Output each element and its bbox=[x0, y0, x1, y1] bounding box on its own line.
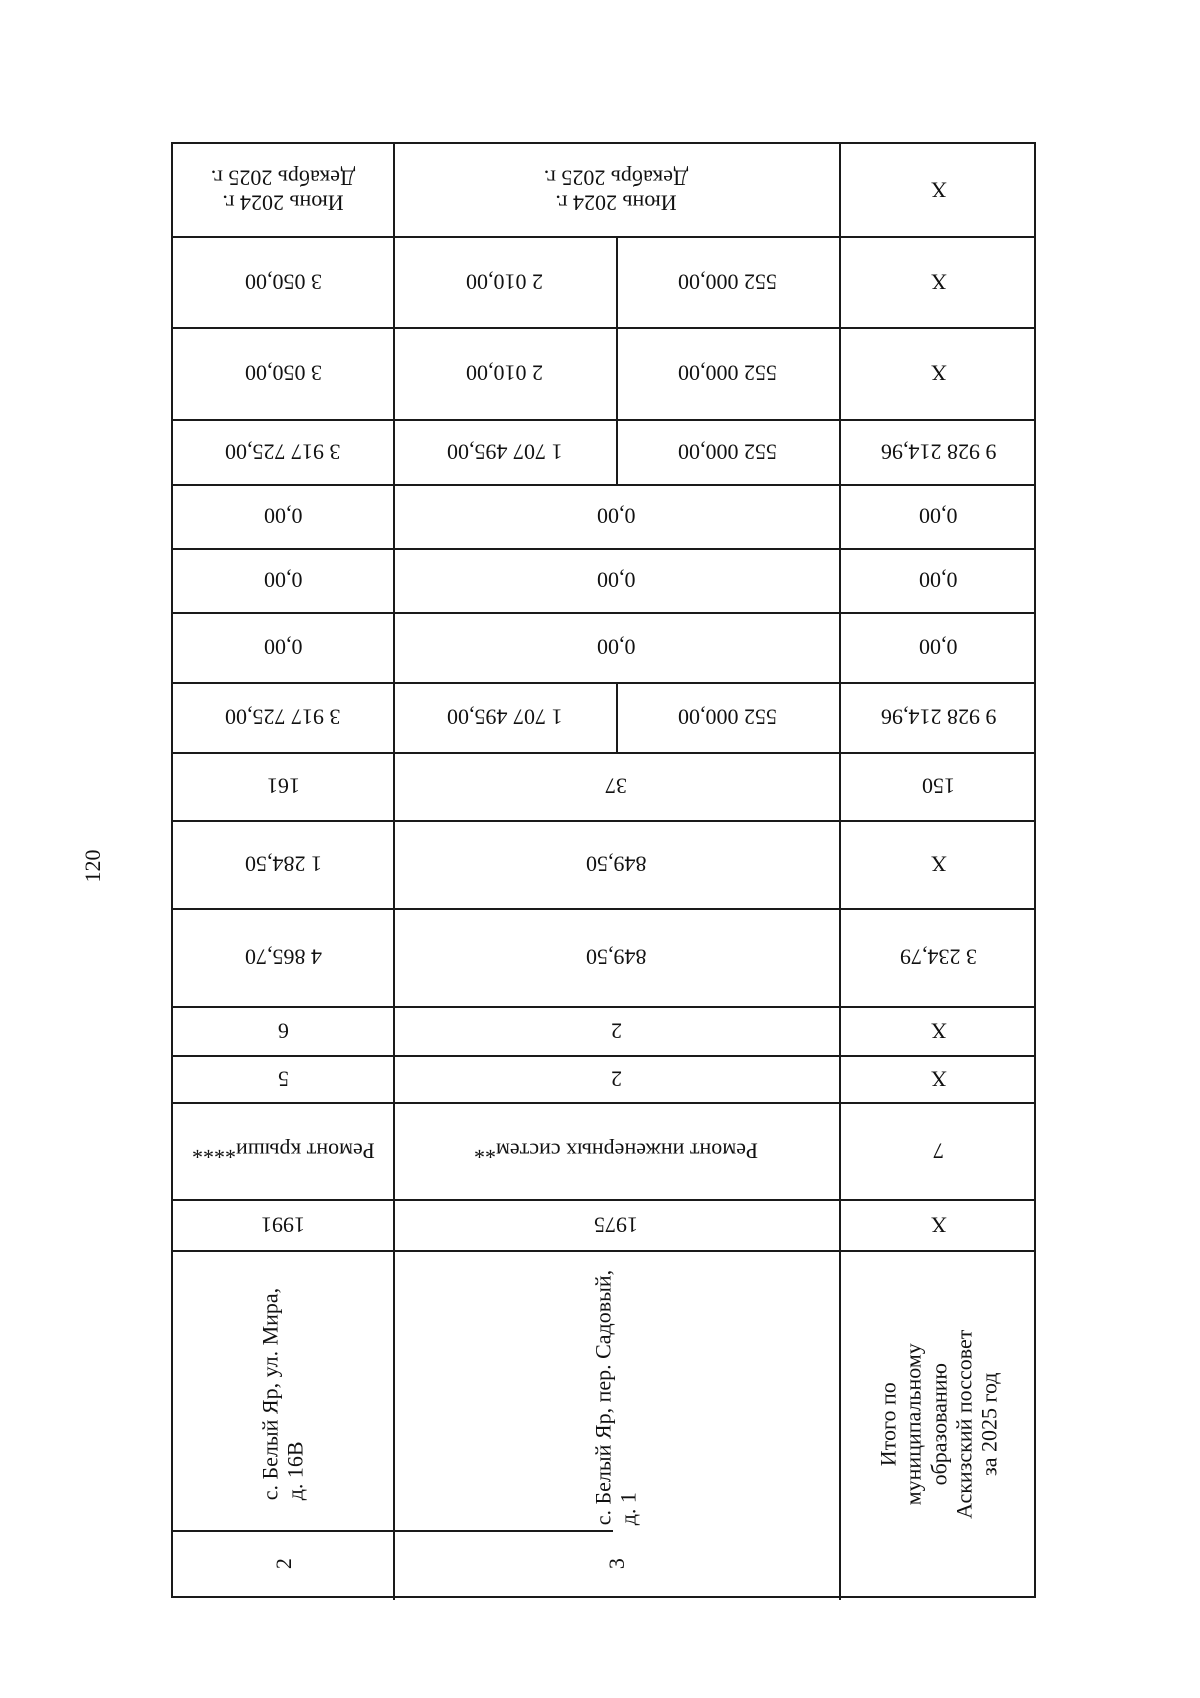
owners-row2: 3 917 725,00 bbox=[225, 439, 341, 465]
repair-table bbox=[171, 142, 1036, 1598]
area-living-row2: 1 284,50 bbox=[244, 851, 322, 877]
residents-row3: 37 bbox=[605, 773, 627, 799]
owners-row3-a: 1 707 495,00 bbox=[446, 439, 563, 465]
budget-local-row2: 0,00 bbox=[263, 503, 303, 529]
area-total-row3: 849,50 bbox=[585, 944, 647, 970]
entrances-row2: 6 bbox=[277, 1018, 289, 1044]
row-number-3: 3 bbox=[603, 1558, 629, 1570]
cost-total-row3-b: 552 000,00 bbox=[678, 704, 777, 730]
unit-cost-max-row3-b: 552 000,00 bbox=[678, 360, 777, 386]
unit-cost-max-row2: 3 050,00 bbox=[244, 360, 322, 386]
work-row2: Ремонт крыши**** bbox=[191, 1138, 375, 1164]
fund-row2: 0,00 bbox=[263, 634, 303, 660]
address-row2: с. Белый Яр, ул. Мира, д. 16В bbox=[257, 1287, 308, 1500]
total-label: Итого по муниципальному образованию Аскизский поссовет за 2025 год bbox=[875, 1329, 1002, 1519]
residents-row2: 161 bbox=[266, 773, 300, 799]
fund-row3: 0,00 bbox=[596, 634, 636, 660]
unit-cost-max-total: Х bbox=[930, 360, 947, 386]
row-number-2: 2 bbox=[270, 1558, 296, 1570]
schedule-row2: Июнь 2024 г. Декабрь 2025 г. bbox=[210, 165, 356, 216]
year-row2: 1991 bbox=[261, 1212, 305, 1238]
residents-total: 150 bbox=[922, 773, 955, 799]
area-total-total: 3 234,79 bbox=[900, 944, 977, 970]
budget-region-total: 0,00 bbox=[919, 567, 958, 593]
cost-total-row2: 3 917 725,00 bbox=[225, 704, 341, 730]
schedule-total: Х bbox=[930, 177, 947, 203]
fund-total: 0,00 bbox=[919, 634, 958, 660]
cost-total-row3-a: 1 707 495,00 bbox=[446, 704, 563, 730]
page-number: 120 bbox=[80, 849, 105, 883]
area-living-row3: 849,50 bbox=[585, 851, 647, 877]
budget-local-total: 0,00 bbox=[919, 503, 958, 529]
budget-region-row3: 0,00 bbox=[596, 567, 636, 593]
floors-total: Х bbox=[930, 1066, 947, 1092]
owners-total: 9 928 214,96 bbox=[880, 439, 997, 465]
area-total-row2: 4 865,70 bbox=[244, 944, 322, 970]
floors-row3: 2 bbox=[610, 1066, 622, 1092]
work-total: 7 bbox=[933, 1138, 944, 1164]
schedule-row3: Июнь 2024 г. Декабрь 2025 г. bbox=[543, 165, 689, 216]
unit-cost-row3-a: 2 010,00 bbox=[466, 269, 543, 295]
work-row3: Ремонт инженерных систем** bbox=[474, 1138, 758, 1164]
year-total: Х bbox=[930, 1212, 947, 1238]
unit-cost-total: Х bbox=[930, 269, 947, 295]
year-row3: 1975 bbox=[594, 1212, 638, 1238]
cost-total-total: 9 928 214,96 bbox=[880, 704, 997, 730]
unit-cost-max-row3-a: 2 010,00 bbox=[466, 360, 543, 386]
budget-region-row2: 0,00 bbox=[263, 567, 303, 593]
owners-row3-b: 552 000,00 bbox=[678, 439, 777, 465]
unit-cost-row2: 3 050,00 bbox=[244, 269, 322, 295]
entrances-row3: 2 bbox=[610, 1018, 622, 1044]
address-row3: с. Белый Яр, пер. Садовый, д. 1 bbox=[590, 1269, 641, 1525]
area-living-total: Х bbox=[930, 851, 947, 877]
unit-cost-row3-b: 552 000,00 bbox=[678, 269, 777, 295]
entrances-total: Х bbox=[930, 1018, 947, 1044]
floors-row2: 5 bbox=[277, 1066, 289, 1092]
budget-local-row3: 0,00 bbox=[596, 503, 636, 529]
